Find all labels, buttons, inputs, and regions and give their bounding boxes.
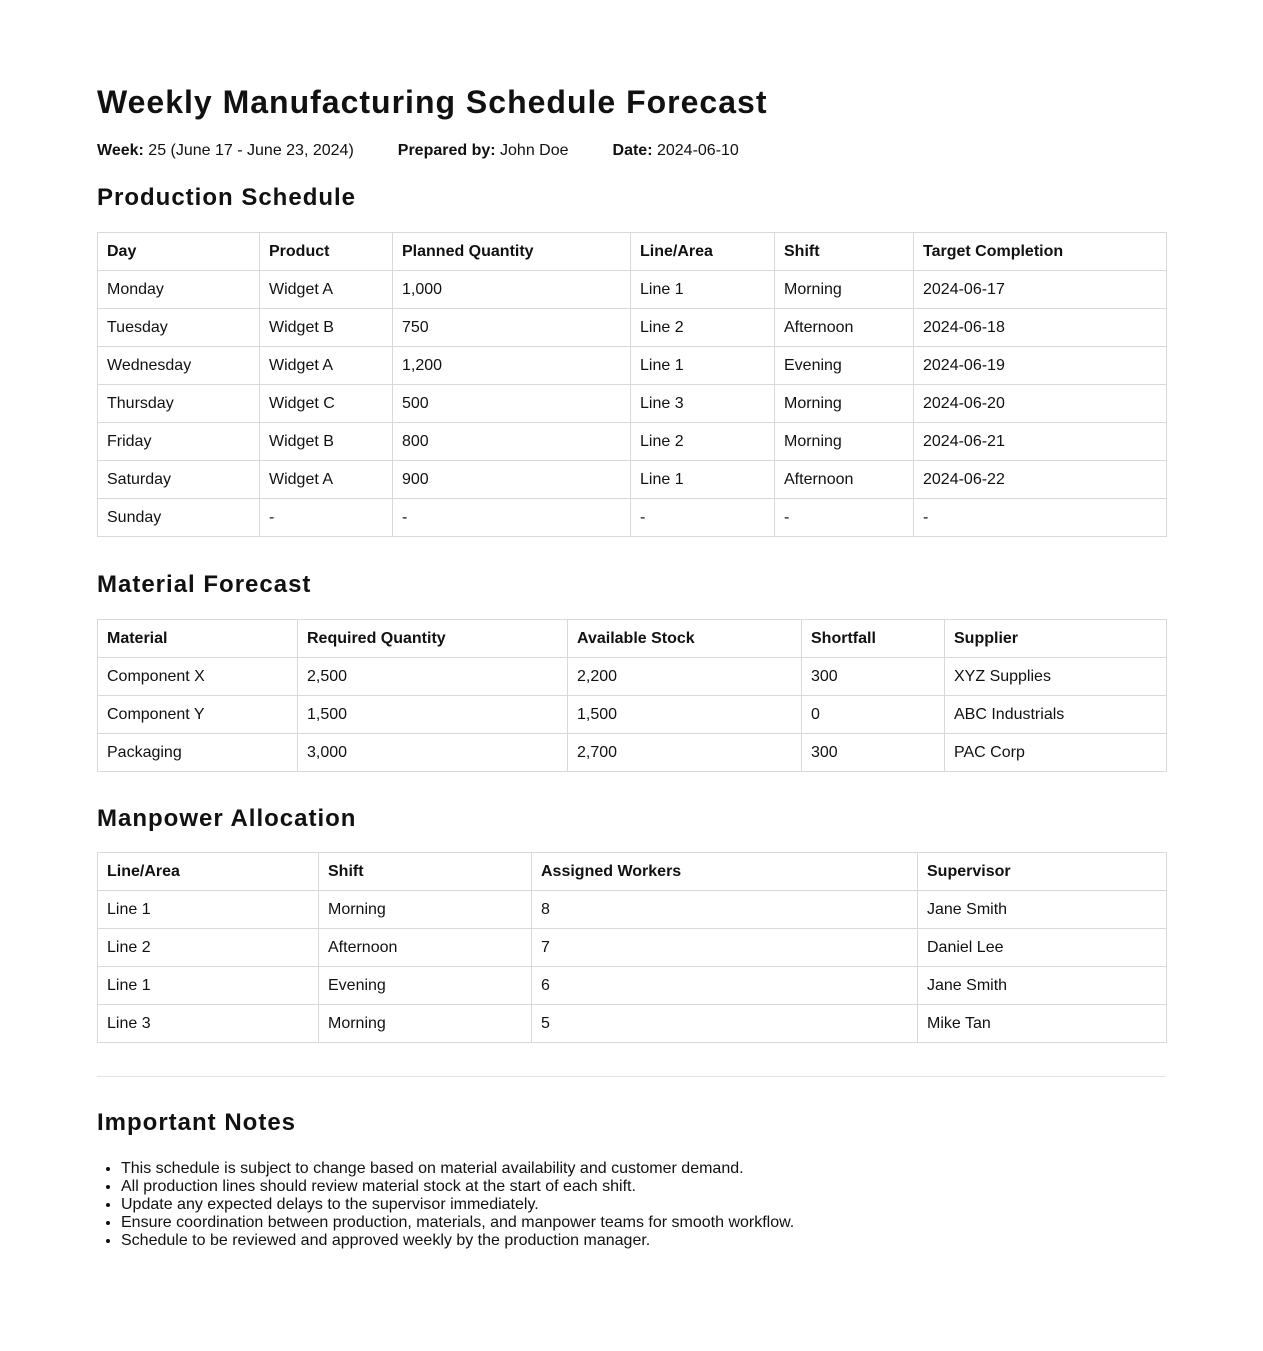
table-cell: 2024-06-21	[914, 423, 1167, 461]
table-cell: 1,000	[393, 271, 631, 309]
production-schedule-heading: Production Schedule	[97, 184, 357, 211]
list-item: • Schedule to be reviewed and approved weekly by the production manager.	[121, 1232, 794, 1250]
table-row	[98, 499, 1167, 537]
table-cell: 7	[532, 929, 918, 967]
table-cell: 800	[393, 423, 631, 461]
table-cell: Widget A	[260, 271, 393, 309]
column-header: Planned Quantity	[393, 233, 631, 271]
table-cell: 2,500	[298, 658, 568, 696]
table-cell: Line 2	[631, 423, 775, 461]
table-row	[98, 347, 1167, 385]
table-cell: Line 2	[98, 929, 319, 967]
column-header: Day	[98, 233, 260, 271]
table-cell: Afternoon	[775, 461, 914, 499]
manpower-allocation-heading: Manpower Allocation	[97, 805, 357, 832]
table-cell: Mike Tan	[918, 1005, 1167, 1043]
date-value: 2024-06-10	[652, 142, 739, 159]
table-cell: PAC Corp	[945, 734, 1167, 772]
column-header: Assigned Workers	[532, 853, 918, 891]
column-header: Available Stock	[568, 620, 802, 658]
list-item: • Update any expected delays to the supervisor immediately.	[121, 1196, 794, 1214]
table-cell: -	[914, 499, 1167, 537]
column-header: Line/Area	[98, 853, 319, 891]
table-cell: Widget B	[260, 309, 393, 347]
table-row	[98, 385, 1167, 423]
table-cell: Line 3	[631, 385, 775, 423]
table-cell: 750	[393, 309, 631, 347]
table-cell: Line 2	[631, 309, 775, 347]
table-row	[98, 271, 1167, 309]
table-cell: 300	[802, 658, 945, 696]
table-header-row	[98, 853, 1167, 891]
table-cell: -	[260, 499, 393, 537]
table-cell: 900	[393, 461, 631, 499]
table-cell: Sunday	[98, 499, 260, 537]
table-cell: Evening	[775, 347, 914, 385]
table-row	[98, 967, 1167, 1005]
table-cell: Thursday	[98, 385, 260, 423]
table-cell: 5	[532, 1005, 918, 1043]
table-cell: Widget A	[260, 461, 393, 499]
document-meta	[97, 141, 739, 161]
table-cell: Packaging	[98, 734, 298, 772]
table-cell: Morning	[319, 1005, 532, 1043]
table-cell: Friday	[98, 423, 260, 461]
table-cell: Line 1	[98, 891, 319, 929]
week-value: 25 (June 17 - June 23, 2024)	[143, 142, 354, 159]
table-row	[98, 696, 1167, 734]
table-row	[98, 891, 1167, 929]
table-cell: 1,200	[393, 347, 631, 385]
date-label: Date:	[612, 142, 653, 159]
column-header: Shift	[775, 233, 914, 271]
column-header: Required Quantity	[298, 620, 568, 658]
table-cell: Line 3	[98, 1005, 319, 1043]
table-row	[98, 658, 1167, 696]
section-divider	[97, 1076, 1166, 1077]
table-cell: Line 1	[631, 271, 775, 309]
table-cell: Widget C	[260, 385, 393, 423]
prepared-by-value: John Doe	[495, 142, 569, 159]
week-info	[97, 141, 354, 161]
table-cell: Monday	[98, 271, 260, 309]
notes-list	[97, 1160, 794, 1250]
prepared-by-label: Prepared by:	[397, 142, 496, 159]
table-cell: Widget B	[260, 423, 393, 461]
column-header: Shortfall	[802, 620, 945, 658]
table-cell: 300	[802, 734, 945, 772]
table-row	[98, 734, 1167, 772]
table-cell: 2024-06-22	[914, 461, 1167, 499]
table-cell: Morning	[775, 385, 914, 423]
table-cell: 8	[532, 891, 918, 929]
table-header-row	[98, 233, 1167, 271]
material-forecast-heading: Material Forecast	[97, 571, 312, 598]
table-cell: ABC Industrials	[945, 696, 1167, 734]
column-header: Shift	[319, 853, 532, 891]
table-row	[98, 423, 1167, 461]
material-forecast-table	[97, 619, 1167, 772]
important-notes-heading: Important Notes	[97, 1109, 297, 1136]
table-cell: Component X	[98, 658, 298, 696]
column-header: Target Completion	[914, 233, 1167, 271]
table-cell: -	[631, 499, 775, 537]
table-cell: 2024-06-20	[914, 385, 1167, 423]
table-cell: Evening	[319, 967, 532, 1005]
table-cell: 500	[393, 385, 631, 423]
table-cell: 0	[802, 696, 945, 734]
table-cell: 2024-06-19	[914, 347, 1167, 385]
manpower-allocation-table	[97, 852, 1167, 1043]
date-info	[613, 141, 739, 161]
column-header: Product	[260, 233, 393, 271]
table-cell: Component Y	[98, 696, 298, 734]
column-header: Material	[98, 620, 298, 658]
table-cell: Line 1	[98, 967, 319, 1005]
table-cell: XYZ Supplies	[945, 658, 1167, 696]
table-cell: Line 1	[631, 347, 775, 385]
table-cell: Line 1	[631, 461, 775, 499]
table-header-row	[98, 620, 1167, 658]
prepared-by-info	[398, 141, 569, 161]
table-cell: 1,500	[298, 696, 568, 734]
table-cell: Saturday	[98, 461, 260, 499]
table-cell: Wednesday	[98, 347, 260, 385]
table-cell: Widget A	[260, 347, 393, 385]
week-label: Week:	[97, 142, 144, 159]
table-cell: Jane Smith	[918, 967, 1167, 1005]
table-cell: Morning	[319, 891, 532, 929]
column-header: Line/Area	[631, 233, 775, 271]
table-cell: Daniel Lee	[918, 929, 1167, 967]
table-cell: Afternoon	[775, 309, 914, 347]
table-row	[98, 1005, 1167, 1043]
table-cell: Afternoon	[319, 929, 532, 967]
column-header: Supplier	[945, 620, 1167, 658]
table-row	[98, 929, 1167, 967]
page-title: Weekly Manufacturing Schedule Forecast	[97, 84, 768, 120]
table-row	[98, 461, 1167, 499]
table-row	[98, 309, 1167, 347]
table-cell: -	[393, 499, 631, 537]
table-cell: 2024-06-17	[914, 271, 1167, 309]
table-cell: 3,000	[298, 734, 568, 772]
table-cell: 2,200	[568, 658, 802, 696]
table-cell: Jane Smith	[918, 891, 1167, 929]
table-cell: 1,500	[568, 696, 802, 734]
table-cell: Morning	[775, 423, 914, 461]
table-cell: Morning	[775, 271, 914, 309]
production-schedule-table	[97, 232, 1167, 537]
table-cell: Tuesday	[98, 309, 260, 347]
list-item: • This schedule is subject to change based on material availability and customer demand.	[121, 1160, 794, 1178]
table-cell: 2,700	[568, 734, 802, 772]
list-item: • All production lines should review material stock at the start of each shift.	[121, 1178, 794, 1196]
list-item: • Ensure coordination between production, materials, and manpower teams for smooth workflow.	[121, 1214, 794, 1232]
table-cell: -	[775, 499, 914, 537]
table-cell: 6	[532, 967, 918, 1005]
table-cell: 2024-06-18	[914, 309, 1167, 347]
column-header: Supervisor	[918, 853, 1167, 891]
